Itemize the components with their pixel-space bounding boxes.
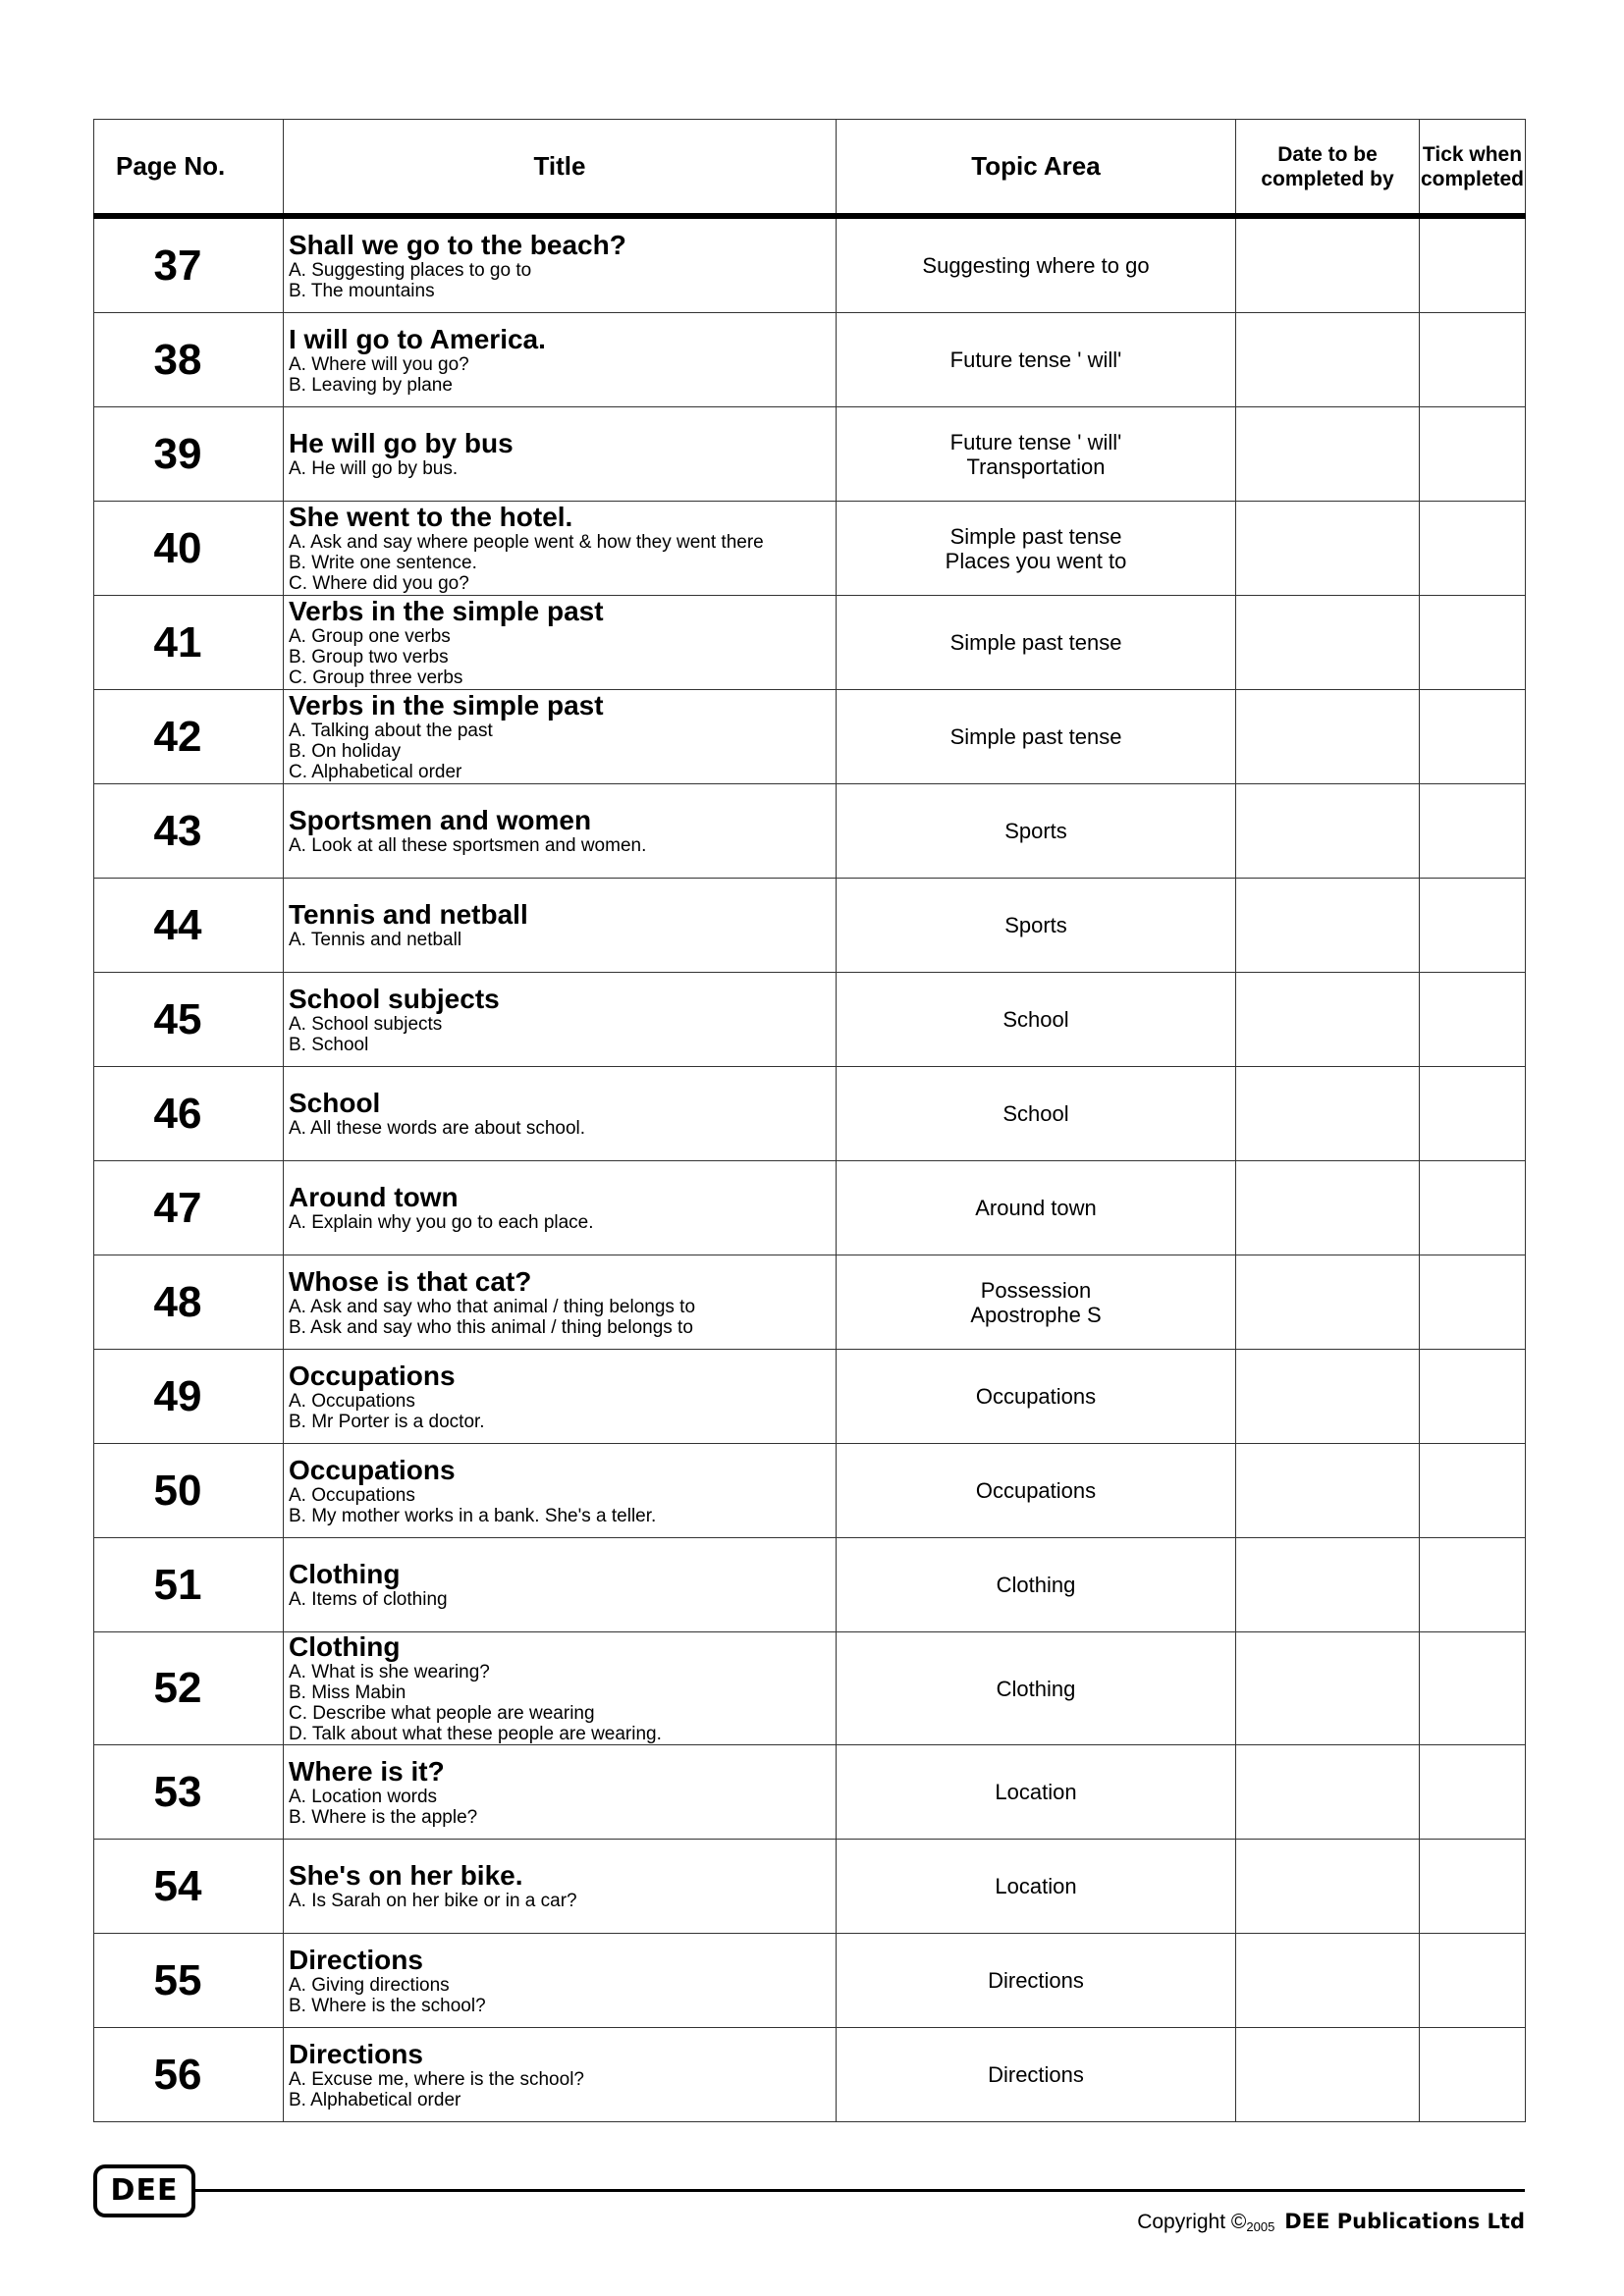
topic-area-cell [837, 1161, 1236, 1255]
page-number: 45 [94, 973, 284, 1067]
topic-area-cell [837, 313, 1236, 407]
lesson-subitem: B. School [289, 1034, 369, 1055]
lesson-subitem: B. Ask and say who this animal / thing belongs to [289, 1316, 693, 1338]
date-to-complete-cell[interactable] [1236, 216, 1420, 313]
lesson-title: She's on her bike. [289, 1860, 523, 1891]
date-to-complete-cell[interactable] [1236, 1444, 1420, 1538]
table-body [94, 216, 1526, 2122]
table-row [94, 216, 1526, 313]
date-to-complete-cell[interactable] [1236, 879, 1420, 973]
title-cell [284, 1444, 837, 1538]
table-row [94, 879, 1526, 973]
lesson-subitem: C. Alphabetical order [289, 762, 462, 782]
topic-area-cell [837, 973, 1236, 1067]
lesson-subitem: A. What is she wearing? [289, 1662, 490, 1682]
topic-area-cell [837, 690, 1236, 784]
lesson-title: Verbs in the simple past [289, 596, 604, 626]
lesson-subitem: A. Ask and say who that animal / thing belongs to [289, 1296, 696, 1317]
topic-area-line: Occupations [975, 1478, 1097, 1503]
tick-completed-cell[interactable] [1420, 407, 1526, 502]
lesson-subitem: B. Miss Mabin [289, 1682, 406, 1703]
copyright-year: 2005 [1246, 2219, 1275, 2234]
lesson-subitem: C. Where did you go? [289, 573, 469, 594]
lesson-subitem: B. On holiday [289, 741, 402, 762]
dee-logo: DEE [93, 2164, 195, 2217]
lesson-title: Tennis and netball [289, 899, 528, 930]
page-footer [93, 2164, 1525, 2234]
tick-completed-cell[interactable] [1420, 313, 1526, 407]
lesson-subitem: B. The mountains [289, 280, 435, 301]
table-row [94, 1255, 1526, 1350]
lesson-subitem: A. He will go by bus. [289, 458, 459, 479]
copyright-line [1137, 2210, 1525, 2234]
lesson-subitems [289, 1589, 836, 1610]
tick-completed-cell[interactable] [1420, 1934, 1526, 2028]
date-to-complete-cell[interactable] [1236, 1350, 1420, 1444]
page-number: 46 [94, 1067, 284, 1161]
header-row [94, 120, 1526, 217]
lesson-title: Whose is that cat? [289, 1265, 532, 1297]
page-number: 41 [94, 596, 284, 690]
title-cell [284, 1067, 837, 1161]
lesson-subitem: A. Excuse me, where is the school? [289, 2068, 584, 2090]
lesson-subitems [289, 1014, 836, 1055]
lesson-subitems [289, 1975, 836, 2016]
header-topic-area: Topic Area [837, 120, 1236, 217]
page-number: 38 [94, 313, 284, 407]
lesson-subitems [289, 1662, 836, 1744]
topic-area-cell [837, 784, 1236, 879]
topic-area-line: Future tense ' will' [949, 429, 1122, 454]
page-number: 51 [94, 1538, 284, 1632]
page-number: 43 [94, 784, 284, 879]
title-cell [284, 596, 837, 690]
lesson-subitem: A. Giving directions [289, 1974, 450, 1996]
topic-area-cell [837, 1067, 1236, 1161]
date-to-complete-cell[interactable] [1236, 407, 1420, 502]
lesson-subitems [289, 721, 836, 782]
lesson-subitem: A. Location words [289, 1786, 438, 1807]
lesson-subitem: B. Alphabetical order [289, 2089, 461, 2110]
lesson-subitems [289, 626, 836, 688]
title-cell [284, 973, 837, 1067]
lesson-subitem: B. Leaving by plane [289, 374, 453, 396]
header-date-line1: Date to be [1277, 142, 1378, 166]
lesson-subitem: A. Where will you go? [289, 353, 469, 375]
table-row [94, 690, 1526, 784]
lesson-subitems [289, 458, 836, 479]
lesson-subitem: C. Describe what people are wearing [289, 1703, 595, 1724]
date-to-complete-cell[interactable] [1236, 784, 1420, 879]
page-number: 48 [94, 1255, 284, 1350]
lesson-title: He will go by bus [289, 428, 514, 458]
lesson-subitems [289, 1297, 836, 1338]
lesson-title: School [289, 1088, 381, 1118]
table-row [94, 1840, 1526, 1934]
lesson-subitem: A. Look at all these sportsmen and women. [289, 835, 647, 856]
lesson-subitem: A. Talking about the past [289, 721, 493, 741]
lesson-title: Occupations [289, 1454, 456, 1485]
tick-completed-cell[interactable] [1420, 973, 1526, 1067]
lesson-subitem: B. My mother works in a bank. She's a teller. [289, 1505, 657, 1526]
title-cell [284, 1255, 837, 1350]
topic-area-cell [837, 596, 1236, 690]
topic-area-line: Simple past tense [949, 724, 1122, 749]
title-cell [284, 1350, 837, 1444]
lesson-subitems [289, 354, 836, 396]
topic-area-line: Future tense ' will' [949, 347, 1122, 372]
page-number: 56 [94, 2028, 284, 2122]
date-to-complete-cell[interactable] [1236, 973, 1420, 1067]
date-to-complete-cell[interactable] [1236, 2028, 1420, 2122]
date-to-complete-cell[interactable] [1236, 1538, 1420, 1632]
lesson-title: Shall we go to the beach? [289, 229, 626, 260]
lesson-subitem: A. Occupations [289, 1484, 415, 1506]
header-tick-line1: Tick when [1422, 142, 1523, 166]
topic-area-line: Location [995, 1780, 1077, 1804]
table-row [94, 1538, 1526, 1632]
page-number: 42 [94, 690, 284, 784]
table-row [94, 596, 1526, 690]
lesson-title: I will go to America. [289, 323, 546, 354]
tick-completed-cell[interactable] [1420, 596, 1526, 690]
tick-completed-cell[interactable] [1420, 1067, 1526, 1161]
topic-area-line: Location [995, 1874, 1077, 1898]
lesson-subitems [289, 532, 836, 594]
tick-completed-cell[interactable] [1420, 502, 1526, 596]
topic-area-cell [837, 1350, 1236, 1444]
topic-area-cell [837, 502, 1236, 596]
lesson-title: Occupations [289, 1360, 456, 1391]
lesson-title: School subjects [289, 983, 500, 1014]
topic-area-line: Possession [980, 1277, 1092, 1303]
topic-area-line: Directions [988, 1968, 1084, 1993]
lesson-subitems [289, 260, 836, 301]
title-cell [284, 690, 837, 784]
topic-area-line: Simple past tense [949, 523, 1122, 549]
header-date-to-be-completed [1236, 120, 1420, 217]
title-cell [284, 1538, 837, 1632]
copyright-text: Copyright © [1137, 2211, 1247, 2233]
lesson-subitem: A. Group one verbs [289, 626, 451, 647]
title-cell [284, 216, 837, 313]
table-row [94, 973, 1526, 1067]
contents-table [93, 119, 1526, 2122]
tick-completed-cell[interactable] [1420, 879, 1526, 973]
tick-completed-cell[interactable] [1420, 1444, 1526, 1538]
lesson-subitem: A. Occupations [289, 1390, 415, 1412]
lesson-subitem: B. Where is the school? [289, 1995, 486, 2016]
page-number: 49 [94, 1350, 284, 1444]
lesson-title: She went to the hotel. [289, 502, 573, 532]
header-title: Title [284, 120, 837, 217]
lesson-subitem: C. Group three verbs [289, 667, 463, 688]
date-to-complete-cell[interactable] [1236, 1255, 1420, 1350]
table-row [94, 1067, 1526, 1161]
date-to-complete-cell[interactable] [1236, 1840, 1420, 1934]
lesson-subitems [289, 1787, 836, 1828]
topic-area-cell [837, 1745, 1236, 1840]
lesson-title: Clothing [289, 1559, 401, 1589]
topic-area-cell [837, 1934, 1236, 2028]
lesson-title: Directions [289, 1944, 423, 1975]
page-number: 53 [94, 1745, 284, 1840]
lesson-title: Around town [289, 1182, 459, 1212]
topic-area-line: Sports [1004, 819, 1067, 843]
tick-completed-cell[interactable] [1420, 1840, 1526, 1934]
header-tick-when-completed [1420, 120, 1526, 217]
title-cell [284, 879, 837, 973]
lesson-subitems [289, 1485, 836, 1526]
title-cell [284, 407, 837, 502]
lesson-subitems [289, 835, 836, 856]
lesson-title: Sportsmen and women [289, 805, 592, 835]
topic-area-line: Clothing [996, 1676, 1076, 1701]
header-tick-line2: completed [1420, 167, 1525, 190]
table-row [94, 1934, 1526, 2028]
topic-area-cell [837, 2028, 1236, 2122]
topic-area-line: Directions [988, 2062, 1084, 2087]
lesson-subitem: A. Is Sarah on her bike or in a car? [289, 1891, 577, 1911]
lesson-subitems [289, 1212, 836, 1233]
lesson-subitem: A. School subjects [289, 1013, 443, 1035]
table-row [94, 784, 1526, 879]
date-to-complete-cell[interactable] [1236, 502, 1420, 596]
topic-area-line: Sports [1004, 913, 1067, 937]
lesson-subitems [289, 1391, 836, 1432]
table-row [94, 2028, 1526, 2122]
lesson-subitem: A. Explain why you go to each place. [289, 1212, 594, 1233]
page-number: 39 [94, 407, 284, 502]
tick-completed-cell[interactable] [1420, 1161, 1526, 1255]
lesson-subitem: B. Mr Porter is a doctor. [289, 1411, 485, 1432]
topic-area-line: Clothing [996, 1573, 1076, 1597]
topic-area-line: Around town [975, 1196, 1097, 1220]
footer-divider [191, 2189, 1525, 2192]
lesson-subitems [289, 2069, 836, 2110]
lesson-subitem: B. Where is the apple? [289, 1806, 478, 1828]
date-to-complete-cell[interactable] [1236, 596, 1420, 690]
tick-completed-cell[interactable] [1420, 1350, 1526, 1444]
table-row [94, 1444, 1526, 1538]
page-number: 44 [94, 879, 284, 973]
tick-completed-cell[interactable] [1420, 1255, 1526, 1350]
tick-completed-cell[interactable] [1420, 690, 1526, 784]
page-number: 40 [94, 502, 284, 596]
topic-area-line: Transportation [966, 454, 1106, 479]
page-number: 37 [94, 216, 284, 313]
lesson-title: Verbs in the simple past [289, 690, 604, 721]
lesson-subitem: D. Talk about what these people are wearing. [289, 1724, 662, 1744]
page-number: 47 [94, 1161, 284, 1255]
date-to-complete-cell[interactable] [1236, 1934, 1420, 2028]
topic-area-cell [837, 1632, 1236, 1745]
topic-area-line: School [1002, 1007, 1069, 1032]
header-page-no: Page No. [94, 120, 284, 217]
table-row [94, 502, 1526, 596]
lesson-subitem: A. Suggesting places to go to [289, 259, 532, 281]
lesson-subitem: A. All these words are about school. [289, 1118, 586, 1139]
lesson-subitems [289, 930, 836, 950]
title-cell [284, 1161, 837, 1255]
topic-area-cell [837, 879, 1236, 973]
title-cell [284, 1632, 837, 1745]
date-to-complete-cell[interactable] [1236, 1745, 1420, 1840]
publisher-name: DEE Publications Ltd [1284, 2210, 1525, 2233]
topic-area-cell [837, 1538, 1236, 1632]
title-cell [284, 502, 837, 596]
topic-area-line: Apostrophe S [970, 1302, 1102, 1327]
date-to-complete-cell[interactable] [1236, 690, 1420, 784]
page-number: 52 [94, 1632, 284, 1745]
tick-completed-cell[interactable] [1420, 1632, 1526, 1745]
topic-area-line: Places you went to [945, 548, 1127, 573]
worksheet-table-wrapper [93, 119, 1525, 2122]
table-row [94, 1632, 1526, 1745]
topic-area-cell [837, 407, 1236, 502]
table-row [94, 1745, 1526, 1840]
topic-area-cell [837, 1444, 1236, 1538]
table-row [94, 1161, 1526, 1255]
title-cell [284, 2028, 837, 2122]
topic-area-cell [837, 1255, 1236, 1350]
tick-completed-cell[interactable] [1420, 1745, 1526, 1840]
table-row [94, 313, 1526, 407]
lesson-subitems [289, 1118, 836, 1139]
header-date-line2: completed by [1261, 167, 1394, 190]
title-cell [284, 1840, 837, 1934]
tick-completed-cell[interactable] [1420, 1538, 1526, 1632]
topic-area-cell [837, 1840, 1236, 1934]
title-cell [284, 1934, 837, 2028]
date-to-complete-cell[interactable] [1236, 1067, 1420, 1161]
lesson-subitem: B. Group two verbs [289, 647, 449, 667]
table-row [94, 1350, 1526, 1444]
tick-completed-cell[interactable] [1420, 216, 1526, 313]
title-cell [284, 784, 837, 879]
topic-area-line: Occupations [975, 1384, 1097, 1409]
topic-area-line: Suggesting where to go [922, 253, 1150, 278]
lesson-title: Where is it? [289, 1755, 445, 1787]
table-row [94, 407, 1526, 502]
lesson-title: Clothing [289, 1631, 401, 1662]
lesson-title: Directions [289, 2038, 423, 2069]
lesson-subitem: A. Tennis and netball [289, 930, 462, 950]
topic-area-line: School [1002, 1101, 1069, 1126]
topic-area-line: Simple past tense [949, 630, 1122, 655]
date-to-complete-cell[interactable] [1236, 1161, 1420, 1255]
date-to-complete-cell[interactable] [1236, 1632, 1420, 1745]
page-number: 55 [94, 1934, 284, 2028]
page-number: 50 [94, 1444, 284, 1538]
title-cell [284, 1745, 837, 1840]
lesson-subitem: A. Ask and say where people went & how they went there [289, 532, 764, 553]
tick-completed-cell[interactable] [1420, 784, 1526, 879]
lesson-subitem: A. Items of clothing [289, 1589, 448, 1610]
page-number: 54 [94, 1840, 284, 1934]
lesson-subitem: B. Write one sentence. [289, 553, 477, 573]
title-cell [284, 313, 837, 407]
lesson-subitems [289, 1891, 836, 1911]
tick-completed-cell[interactable] [1420, 2028, 1526, 2122]
topic-area-cell [837, 216, 1236, 313]
date-to-complete-cell[interactable] [1236, 313, 1420, 407]
